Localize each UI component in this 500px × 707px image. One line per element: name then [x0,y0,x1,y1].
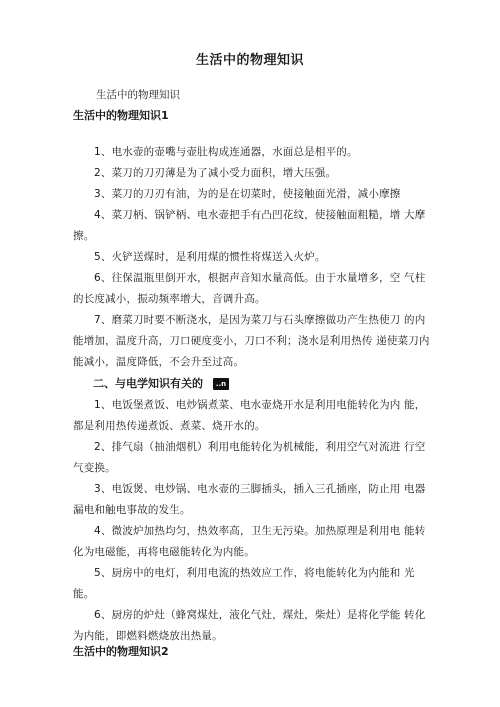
list-item: 1、电饭堡煮饭、电炒锅煮菜、电水壶烧开水是利用电能转化为内 能，都是利用热传递煮饭、煮菜、烧开水的。 [73,399,426,432]
list-item: 6、往保温瓶里倒开水，根据声音知水量高低。由于水量增多，空 气柱的长度减小，振动频率增大，音调升高。 [73,272,426,305]
section-heading-1: 生活中的物理知识1 [73,109,169,122]
list-item: 1、电水壶的壶嘴与壶肚构成连通器，水面总是相平的。 [94,146,358,158]
list-item: 2、排气扇（抽油烟机）利用电能转化为机械能，利用空气对流进 行空气变换。 [73,441,426,474]
list-item: 4、微波炉加热均匀，热效率高，卫生无污染。加热原理是利用电 能转化为电磁能，再将电磁能转化为内能。 [73,525,426,558]
list-item: 5、火铲送煤时，是利用煤的惯性将煤送入火炉。 [94,251,326,263]
section-heading-2: 生活中的物理知识2 [73,645,169,658]
list-item: 7、磨菜刀时要不断浇水，是因为菜刀与石头摩擦做功产生热使刀 的内能增加，温度升高，刀口硬度变小，刀口不利；浇水是利用热传 递使菜刀内能减小，温度降低，不会升至过高。 [73,314,430,368]
document-title: 生活中的物理知识 [195,53,304,68]
list-item: 3、菜刀的刀刃有油，为的是在切菜时，使接触面光滑，减小摩擦 [94,188,401,200]
list-item: 5、厨房中的电灯，利用电流的热效应工作，将电能转化为内能和 光能。 [73,567,415,600]
list-item: 3、电饭煲、电炒锅、电水壶的三脚插头，插入三孔插座，防止用 电器漏电和触电事故的发生。 [73,483,426,516]
image-badge-icon: ..n [213,378,229,390]
list-item: 4、菜刀柄、锅铲柄、电水壶把手有凸凹花纹，使接触面粗糙，增 大摩擦。 [73,209,426,242]
section-heading-electric: 二、与电学知识有关的 ..n [93,375,229,391]
list-item: 2、菜刀的刀刃薄是为了减小受力面积，增大压强。 [94,167,337,179]
list-item: 6、厨房的炉灶（蜂窝煤灶，液化气灶，煤灶，柴灶）是将化学能 转化为内能，即燃料燃烧放出热量。 [73,609,426,642]
document-subtitle: 生活中的物理知识 [96,89,180,101]
